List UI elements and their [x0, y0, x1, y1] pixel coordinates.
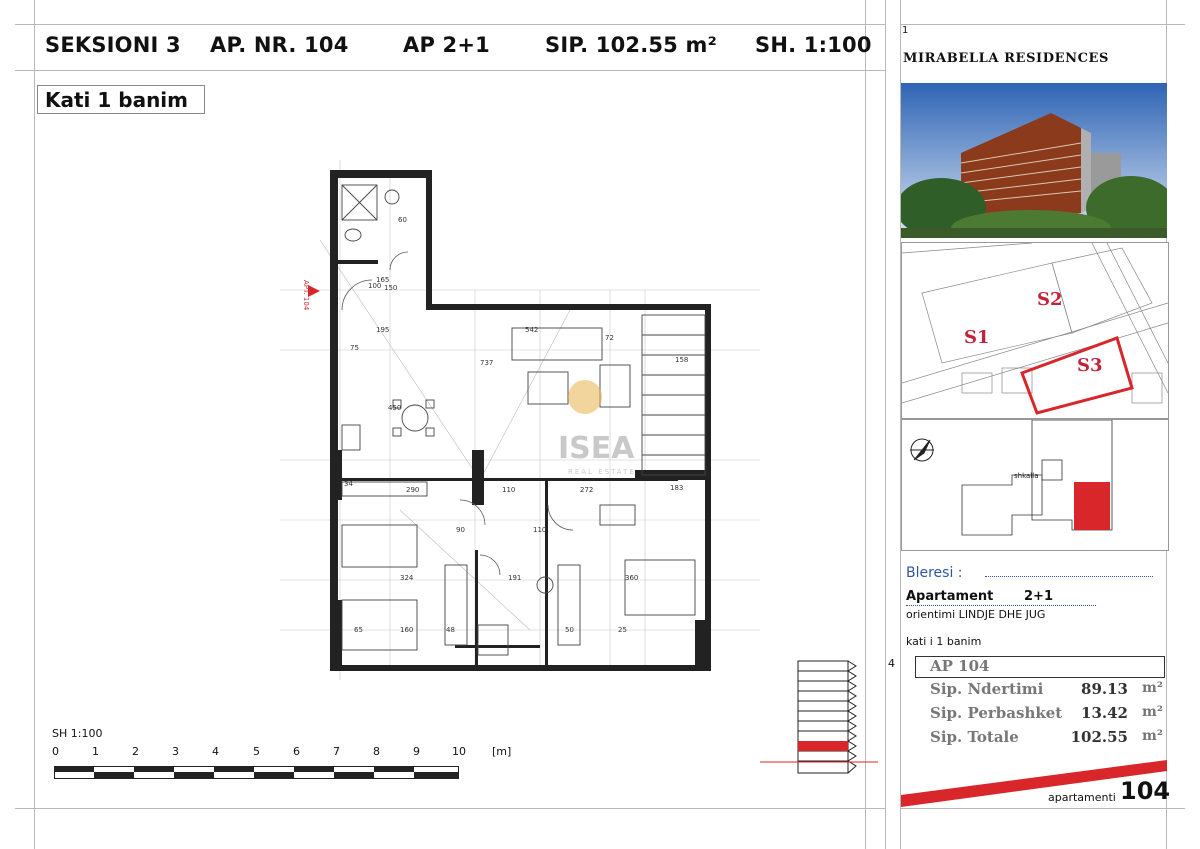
- dim-label-16: 191: [508, 574, 522, 582]
- ap-box-label: AP 104: [930, 657, 990, 675]
- scale-bar: [54, 766, 464, 780]
- dim-label-3: 158: [675, 356, 689, 364]
- brand-title: MIRABELLA RESIDENCES: [903, 51, 1110, 66]
- area-label: SIP. 102.55 m²: [545, 33, 717, 57]
- scale-tick-2: 2: [132, 745, 139, 758]
- site-label-s1: S1: [964, 327, 990, 348]
- apartment-type: AP 2+1: [403, 33, 490, 57]
- dim-label-25: 90: [456, 526, 465, 534]
- dim-label-10: 290: [406, 486, 420, 494]
- dim-label-8: 165: [376, 276, 390, 284]
- dim-label-17: 360: [625, 574, 639, 582]
- dim-label-18: 160: [400, 626, 414, 634]
- area-row-label-2: Sip. Totale: [930, 728, 1019, 746]
- area-row-label-0: Sip. Ndertimi: [930, 680, 1044, 698]
- scale-tick-9: 9: [413, 745, 420, 758]
- scale-bar-title: SH 1:100: [52, 727, 103, 740]
- scale-tick-0: 0: [52, 745, 59, 758]
- dim-label-5: 72: [605, 334, 614, 342]
- watermark-logo: [558, 380, 636, 476]
- frame-line-top: [15, 24, 885, 25]
- scale-tick-6: 6: [293, 745, 300, 758]
- scale-tick-10: 10: [452, 745, 466, 758]
- apartment-type-info: 2+1: [1024, 589, 1053, 604]
- building-section-diagram: [760, 658, 885, 783]
- scale-unit: [m]: [492, 745, 512, 758]
- dim-label-12: 272: [580, 486, 594, 494]
- dim-label-22: 110: [533, 526, 547, 534]
- floor-plan: [280, 160, 760, 680]
- buyer-line: [985, 576, 1153, 577]
- frame-line-right: [885, 0, 886, 849]
- scale-tick-4: 4: [212, 745, 219, 758]
- north-arrow-icon: [910, 439, 934, 461]
- frame-line-bottom: [15, 808, 885, 809]
- walls: [330, 170, 711, 671]
- floor-info: kati i 1 banim: [906, 635, 982, 648]
- ap-box: [915, 656, 1165, 678]
- dim-label-1: 737: [480, 359, 494, 367]
- dim-label-11: 110: [502, 486, 516, 494]
- plan-dimensions: [344, 216, 688, 634]
- floor-label: Kati 1 banim: [37, 85, 205, 114]
- dim-label-13: 183: [670, 484, 684, 492]
- frame-line-left: [34, 0, 35, 849]
- scale-tick-3: 3: [172, 745, 179, 758]
- entrance-tag: APT. 104: [302, 280, 310, 311]
- scale-tick-5: 5: [253, 745, 260, 758]
- sidebar-line-top: [900, 24, 1185, 25]
- dim-label-20: 48: [446, 626, 455, 634]
- scale-tick-8: 8: [373, 745, 380, 758]
- orientation: orientimi LINDJE DHE JUG: [906, 608, 1046, 621]
- buyer-label: Bleresi :: [906, 565, 963, 581]
- area-row-value-1: 13.42: [1081, 704, 1128, 722]
- apartment-line: [906, 605, 1096, 606]
- dim-label-0: 542: [525, 326, 539, 334]
- dim-label-2: 195: [376, 326, 390, 334]
- footer-number: 104: [1120, 777, 1171, 805]
- dim-label-14: 34: [344, 480, 353, 488]
- area-row-unit-2: m²: [1142, 728, 1163, 744]
- dim-label-21: 50: [565, 626, 574, 634]
- site-label-s3: S3: [1077, 355, 1103, 376]
- frame-line-header: [15, 70, 885, 71]
- watermark-subtext: REAL ESTATE: [568, 468, 636, 476]
- entrance-marker: [302, 280, 320, 311]
- building-render: [901, 83, 1167, 238]
- site-plan: [901, 242, 1169, 419]
- dim-label-24: 450: [388, 404, 402, 412]
- area-row-label-1: Sip. Perbashket: [930, 704, 1063, 722]
- side-mark: 4: [888, 657, 895, 670]
- scale-tick-7: 7: [333, 745, 340, 758]
- sidebar-line-bottom: [900, 808, 1185, 809]
- dim-label-7: 100: [368, 282, 382, 290]
- section-label: SEKSIONI 3: [45, 33, 181, 57]
- apartment-label: Apartament: [906, 589, 994, 604]
- key-plan: [901, 419, 1169, 551]
- dim-label-6: 150: [384, 284, 398, 292]
- dim-label-15: 324: [400, 574, 414, 582]
- site-label-s2: S2: [1037, 289, 1063, 310]
- area-row-unit-0: m²: [1142, 680, 1163, 696]
- area-row-value-2: 102.55: [1070, 728, 1128, 746]
- corner-mark: 1: [902, 25, 909, 36]
- dim-label-23: 25: [618, 626, 627, 634]
- key-plan-label: shkalla: [1014, 472, 1039, 480]
- apartment-number: AP. NR. 104: [210, 33, 349, 57]
- dim-label-9: 60: [398, 216, 407, 224]
- dim-label-4: 75: [350, 344, 359, 352]
- footer-label: apartamenti: [1048, 791, 1116, 804]
- watermark-text: ISEA: [558, 431, 635, 466]
- grid-lines: [280, 160, 760, 680]
- scale-tick-1: 1: [92, 745, 99, 758]
- dim-label-19: 65: [354, 626, 363, 634]
- area-row-value-0: 89.13: [1081, 680, 1128, 698]
- fixtures: [342, 185, 705, 655]
- scale-label: SH. 1:100: [755, 33, 872, 57]
- area-row-unit-1: m²: [1142, 704, 1163, 720]
